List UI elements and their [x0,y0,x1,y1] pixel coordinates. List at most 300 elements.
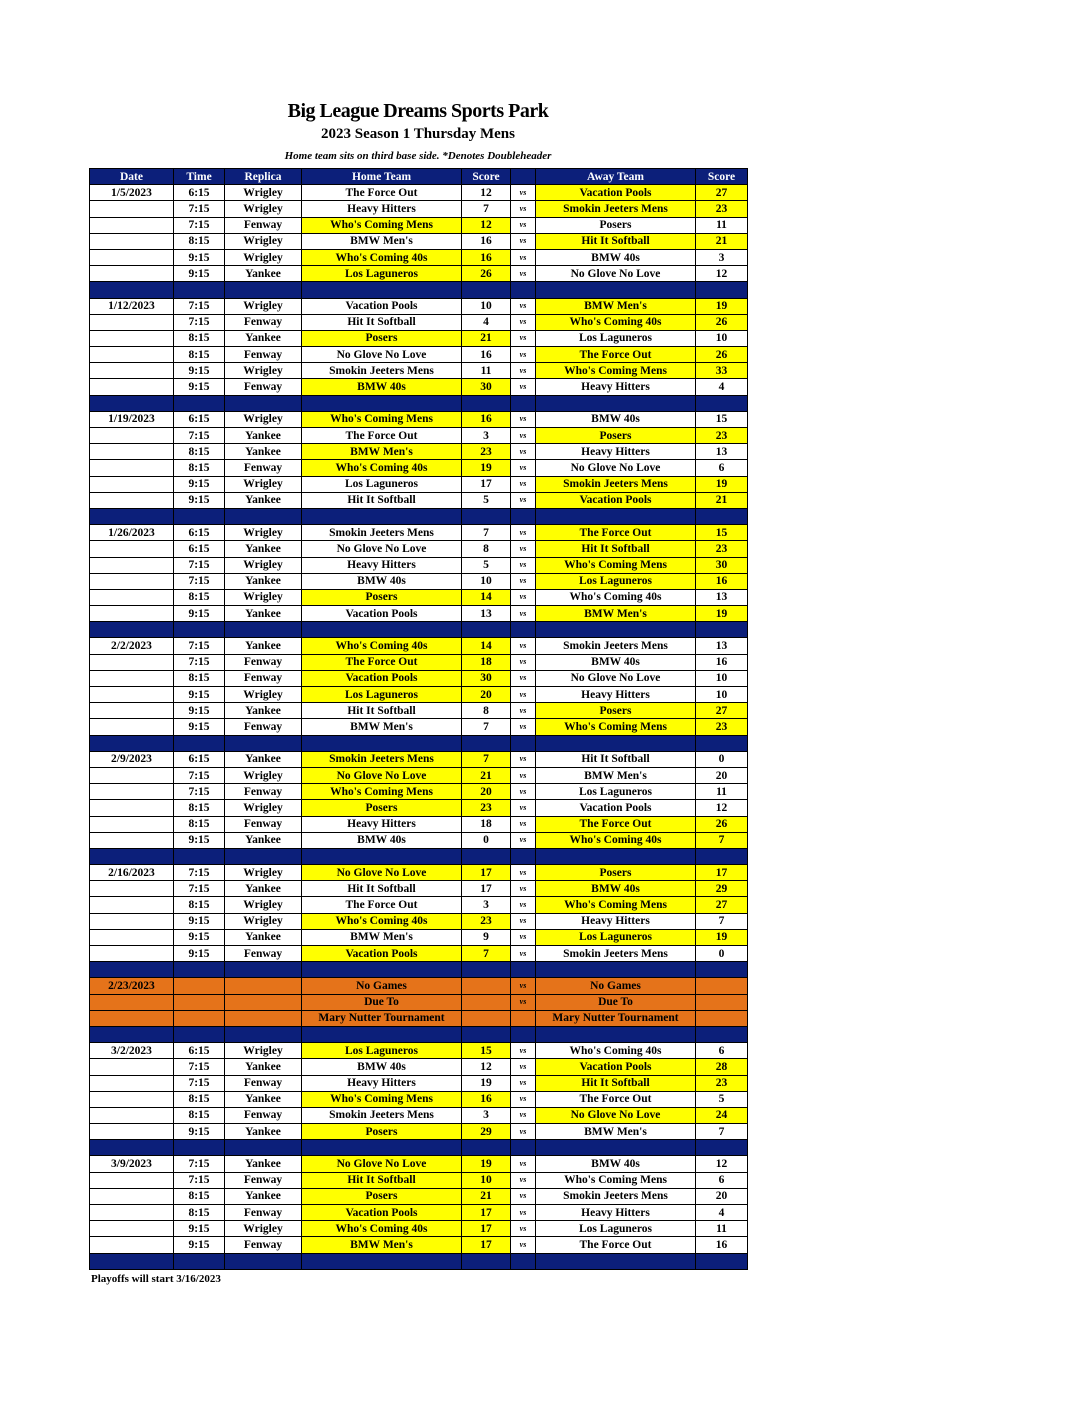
away-team: Who's Coming Mens [536,897,696,913]
game-date [90,946,174,962]
home-team: Who's Coming 40s [302,913,462,929]
separator-cell [462,735,511,751]
game-time: 8:15 [174,1205,225,1221]
away-team: Who's Coming Mens [536,557,696,573]
separator-cell [225,848,302,864]
away-score: 28 [696,1059,748,1075]
game-time: 8:15 [174,1091,225,1107]
game-date: 1/12/2023 [90,298,174,314]
game-date [90,1237,174,1253]
home-team: Vacation Pools [302,1205,462,1221]
game-date [90,687,174,703]
home-team: Vacation Pools [302,298,462,314]
away-score: 30 [696,557,748,573]
game-row [90,670,748,686]
schedule-body [90,185,748,1270]
home-team: Posers [302,330,462,346]
vs-label: vs [511,298,536,314]
home-team: BMW Men's [302,719,462,735]
separator-cell [462,848,511,864]
separator-cell [174,622,225,638]
home-team: Smokin Jeeters Mens [302,525,462,541]
cancelled-row [90,1010,748,1026]
week-separator [90,1253,748,1269]
separator-cell [536,622,696,638]
separator-cell [302,962,462,978]
game-time: 8:15 [174,1107,225,1123]
separator-cell [462,1140,511,1156]
game-row [90,185,748,201]
home-score: 8 [462,541,511,557]
home-score: 15 [462,1043,511,1059]
col-home-team: Home Team [302,169,462,185]
home-team: Posers [302,1188,462,1204]
away-score: 16 [696,573,748,589]
game-date [90,428,174,444]
home-team: The Force Out [302,897,462,913]
game-row [90,881,748,897]
away-score: 7 [696,913,748,929]
game-field: Fenway [225,654,302,670]
game-time: 9:15 [174,703,225,719]
separator-cell [462,1026,511,1042]
vs-label [511,1010,536,1026]
home-team: No Glove No Love [302,767,462,783]
away-team: Who's Coming 40s [536,589,696,605]
away-team: Who's Coming Mens [536,719,696,735]
schedule-table [89,168,748,1270]
game-time: 7:15 [174,201,225,217]
separator-cell [302,735,462,751]
away-team: The Force Out [536,347,696,363]
game-date [90,1091,174,1107]
game-row [90,298,748,314]
separator-cell [90,282,174,298]
home-team: Hit It Softball [302,314,462,330]
vs-label: vs [511,266,536,282]
game-date [90,1188,174,1204]
vs-label: vs [511,185,536,201]
game-date [90,816,174,832]
away-team: The Force Out [536,1091,696,1107]
vs-label: vs [511,897,536,913]
home-score: 16 [462,249,511,265]
game-date [90,201,174,217]
separator-cell [302,1140,462,1156]
game-row [90,541,748,557]
away-team: Due To [536,994,696,1010]
col-time: Time [174,169,225,185]
home-score [462,978,511,994]
game-time: 8:15 [174,460,225,476]
game-time: 9:15 [174,719,225,735]
game-time [174,994,225,1010]
game-time: 7:15 [174,314,225,330]
separator-cell [90,1253,174,1269]
game-field: Fenway [225,1237,302,1253]
separator-cell [536,1140,696,1156]
vs-label: vs [511,670,536,686]
home-score: 7 [462,719,511,735]
separator-cell [511,622,536,638]
game-date [90,1010,174,1026]
away-team: Who's Coming 40s [536,314,696,330]
game-date [90,557,174,573]
game-date: 2/23/2023 [90,978,174,994]
home-team: Posers [302,1124,462,1140]
away-team: Who's Coming Mens [536,363,696,379]
page-title: Big League Dreams Sports Park [287,100,549,122]
game-date: 1/19/2023 [90,411,174,427]
game-field: Yankee [225,428,302,444]
home-score: 5 [462,492,511,508]
game-row [90,428,748,444]
game-field: Wrigley [225,411,302,427]
separator-cell [696,1140,748,1156]
separator-cell [90,962,174,978]
home-score: 19 [462,1075,511,1091]
game-field: Wrigley [225,363,302,379]
away-team: Heavy Hitters [536,379,696,395]
away-score: 0 [696,751,748,767]
vs-label: vs [511,363,536,379]
vs-label: vs [511,881,536,897]
separator-cell [302,622,462,638]
game-row [90,492,748,508]
separator-cell [225,622,302,638]
away-team: Vacation Pools [536,800,696,816]
game-time [174,1010,225,1026]
game-row [90,832,748,848]
separator-cell [511,395,536,411]
game-date [90,881,174,897]
home-score: 16 [462,233,511,249]
game-row [90,929,748,945]
schedule-note: Home team sits on third base side. *Denotes Doubleheader [284,150,552,162]
game-row [90,557,748,573]
home-score: 10 [462,298,511,314]
game-time: 7:15 [174,767,225,783]
away-score: 23 [696,541,748,557]
home-team: BMW Men's [302,233,462,249]
home-team: Los Laguneros [302,687,462,703]
game-date [90,589,174,605]
home-score: 8 [462,703,511,719]
game-time: 8:15 [174,347,225,363]
away-team: Smokin Jeeters Mens [536,1188,696,1204]
away-score: 23 [696,1075,748,1091]
home-team: BMW 40s [302,832,462,848]
vs-label: vs [511,1107,536,1123]
home-score: 30 [462,670,511,686]
separator-cell [174,962,225,978]
away-score: 16 [696,654,748,670]
game-date [90,1124,174,1140]
separator-cell [511,508,536,524]
home-team: Who's Coming 40s [302,249,462,265]
home-score: 19 [462,1156,511,1172]
game-field: Fenway [225,946,302,962]
game-row [90,606,748,622]
away-team: BMW Men's [536,767,696,783]
away-team: Smokin Jeeters Mens [536,201,696,217]
game-row [90,1124,748,1140]
game-row [90,1156,748,1172]
game-date [90,800,174,816]
vs-label: vs [511,1156,536,1172]
away-score: 16 [696,1237,748,1253]
separator-cell [462,395,511,411]
home-score: 11 [462,363,511,379]
game-date [90,476,174,492]
home-team: BMW 40s [302,379,462,395]
separator-cell [90,848,174,864]
game-row [90,719,748,735]
game-time: 9:15 [174,913,225,929]
home-team: No Glove No Love [302,347,462,363]
game-time: 9:15 [174,492,225,508]
away-team: Los Laguneros [536,929,696,945]
home-score: 3 [462,1107,511,1123]
game-field: Wrigley [225,767,302,783]
vs-label: vs [511,913,536,929]
game-time: 9:15 [174,379,225,395]
game-date: 1/5/2023 [90,185,174,201]
home-score: 17 [462,881,511,897]
game-time: 7:15 [174,428,225,444]
game-field: Fenway [225,784,302,800]
away-score: 13 [696,589,748,605]
away-score: 10 [696,330,748,346]
game-time: 7:15 [174,1156,225,1172]
game-time: 9:15 [174,266,225,282]
home-score: 17 [462,1237,511,1253]
game-time: 7:15 [174,638,225,654]
separator-cell [225,1140,302,1156]
game-field [225,1010,302,1026]
home-team: Vacation Pools [302,670,462,686]
game-row [90,1043,748,1059]
separator-cell [696,508,748,524]
game-field: Yankee [225,1091,302,1107]
home-score: 5 [462,557,511,573]
away-score: 12 [696,800,748,816]
away-score: 13 [696,444,748,460]
separator-cell [536,282,696,298]
vs-label: vs [511,314,536,330]
game-date [90,929,174,945]
vs-label: vs [511,1059,536,1075]
away-team: Vacation Pools [536,1059,696,1075]
game-field: Wrigley [225,476,302,492]
game-time: 6:15 [174,1043,225,1059]
away-score: 4 [696,1205,748,1221]
game-field: Wrigley [225,865,302,881]
away-team: Who's Coming 40s [536,1043,696,1059]
week-separator [90,1140,748,1156]
separator-cell [174,735,225,751]
separator-cell [511,282,536,298]
game-row [90,379,748,395]
away-score: 26 [696,347,748,363]
game-time: 9:15 [174,363,225,379]
game-field: Fenway [225,347,302,363]
game-row [90,314,748,330]
game-row [90,800,748,816]
game-time: 6:15 [174,751,225,767]
game-row [90,654,748,670]
away-team: Hit It Softball [536,751,696,767]
game-date [90,379,174,395]
home-score: 23 [462,444,511,460]
week-separator [90,395,748,411]
game-time: 6:15 [174,525,225,541]
separator-cell [462,508,511,524]
game-row [90,816,748,832]
game-date [90,363,174,379]
game-date [90,897,174,913]
away-team: Heavy Hitters [536,444,696,460]
vs-label: vs [511,929,536,945]
game-time: 8:15 [174,897,225,913]
separator-cell [302,848,462,864]
game-date [90,606,174,622]
separator-cell [696,848,748,864]
away-team: Posers [536,865,696,881]
vs-label: vs [511,767,536,783]
away-score: 26 [696,816,748,832]
away-score [696,978,748,994]
week-separator [90,622,748,638]
separator-cell [225,395,302,411]
away-score: 7 [696,832,748,848]
separator-cell [536,508,696,524]
separator-cell [225,508,302,524]
game-time: 7:15 [174,1172,225,1188]
col-home-score: Score [462,169,511,185]
game-date [90,249,174,265]
vs-label: vs [511,492,536,508]
away-score: 19 [696,298,748,314]
separator-cell [536,395,696,411]
week-separator [90,508,748,524]
away-team: Smokin Jeeters Mens [536,476,696,492]
game-field: Yankee [225,881,302,897]
game-date [90,266,174,282]
home-team: Posers [302,589,462,605]
game-row [90,913,748,929]
separator-cell [174,848,225,864]
vs-label: vs [511,444,536,460]
home-team: BMW Men's [302,929,462,945]
game-row [90,330,748,346]
away-score: 6 [696,460,748,476]
separator-cell [462,1253,511,1269]
away-team: No Glove No Love [536,1107,696,1123]
week-separator [90,962,748,978]
game-row [90,1221,748,1237]
game-date [90,1059,174,1075]
game-row [90,1172,748,1188]
home-score: 26 [462,266,511,282]
home-team: No Glove No Love [302,541,462,557]
away-team: Los Laguneros [536,784,696,800]
page-subtitle: 2023 Season 1 Thursday Mens [321,126,515,142]
separator-cell [696,395,748,411]
home-score: 7 [462,525,511,541]
game-date [90,913,174,929]
game-time [174,978,225,994]
separator-cell [174,508,225,524]
home-score: 0 [462,832,511,848]
vs-label: vs [511,249,536,265]
separator-cell [536,848,696,864]
game-row [90,751,748,767]
home-team: Hit It Softball [302,1172,462,1188]
col-away-team: Away Team [536,169,696,185]
game-time: 9:15 [174,249,225,265]
home-team: Hit It Softball [302,703,462,719]
game-date [90,573,174,589]
playoffs-note: Playoffs will start 3/16/2023 [91,1273,221,1285]
game-field: Fenway [225,379,302,395]
home-score: 3 [462,897,511,913]
away-score: 6 [696,1043,748,1059]
game-field: Wrigley [225,557,302,573]
away-score: 7 [696,1124,748,1140]
separator-cell [174,1140,225,1156]
away-team: BMW Men's [536,606,696,622]
game-date [90,784,174,800]
vs-label: vs [511,1188,536,1204]
away-score: 11 [696,217,748,233]
vs-label: vs [511,654,536,670]
game-time: 7:15 [174,784,225,800]
week-separator [90,1026,748,1042]
home-score: 21 [462,1188,511,1204]
vs-label: vs [511,379,536,395]
away-score: 20 [696,767,748,783]
game-field: Fenway [225,460,302,476]
game-row [90,233,748,249]
game-field: Yankee [225,266,302,282]
vs-label: vs [511,460,536,476]
game-field: Wrigley [225,185,302,201]
game-date: 2/9/2023 [90,751,174,767]
away-score: 15 [696,525,748,541]
home-team: Smokin Jeeters Mens [302,1107,462,1123]
week-separator [90,848,748,864]
vs-label: vs [511,201,536,217]
home-score: 7 [462,946,511,962]
away-score: 5 [696,1091,748,1107]
game-row [90,201,748,217]
separator-cell [174,1026,225,1042]
game-field: Fenway [225,719,302,735]
game-field: Wrigley [225,800,302,816]
vs-label: vs [511,476,536,492]
game-row [90,460,748,476]
separator-cell [536,962,696,978]
game-time: 9:15 [174,832,225,848]
away-team: Smokin Jeeters Mens [536,946,696,962]
home-score: 18 [462,654,511,670]
vs-label: vs [511,330,536,346]
away-team: Posers [536,217,696,233]
home-score: 20 [462,784,511,800]
game-row [90,217,748,233]
home-score: 21 [462,330,511,346]
